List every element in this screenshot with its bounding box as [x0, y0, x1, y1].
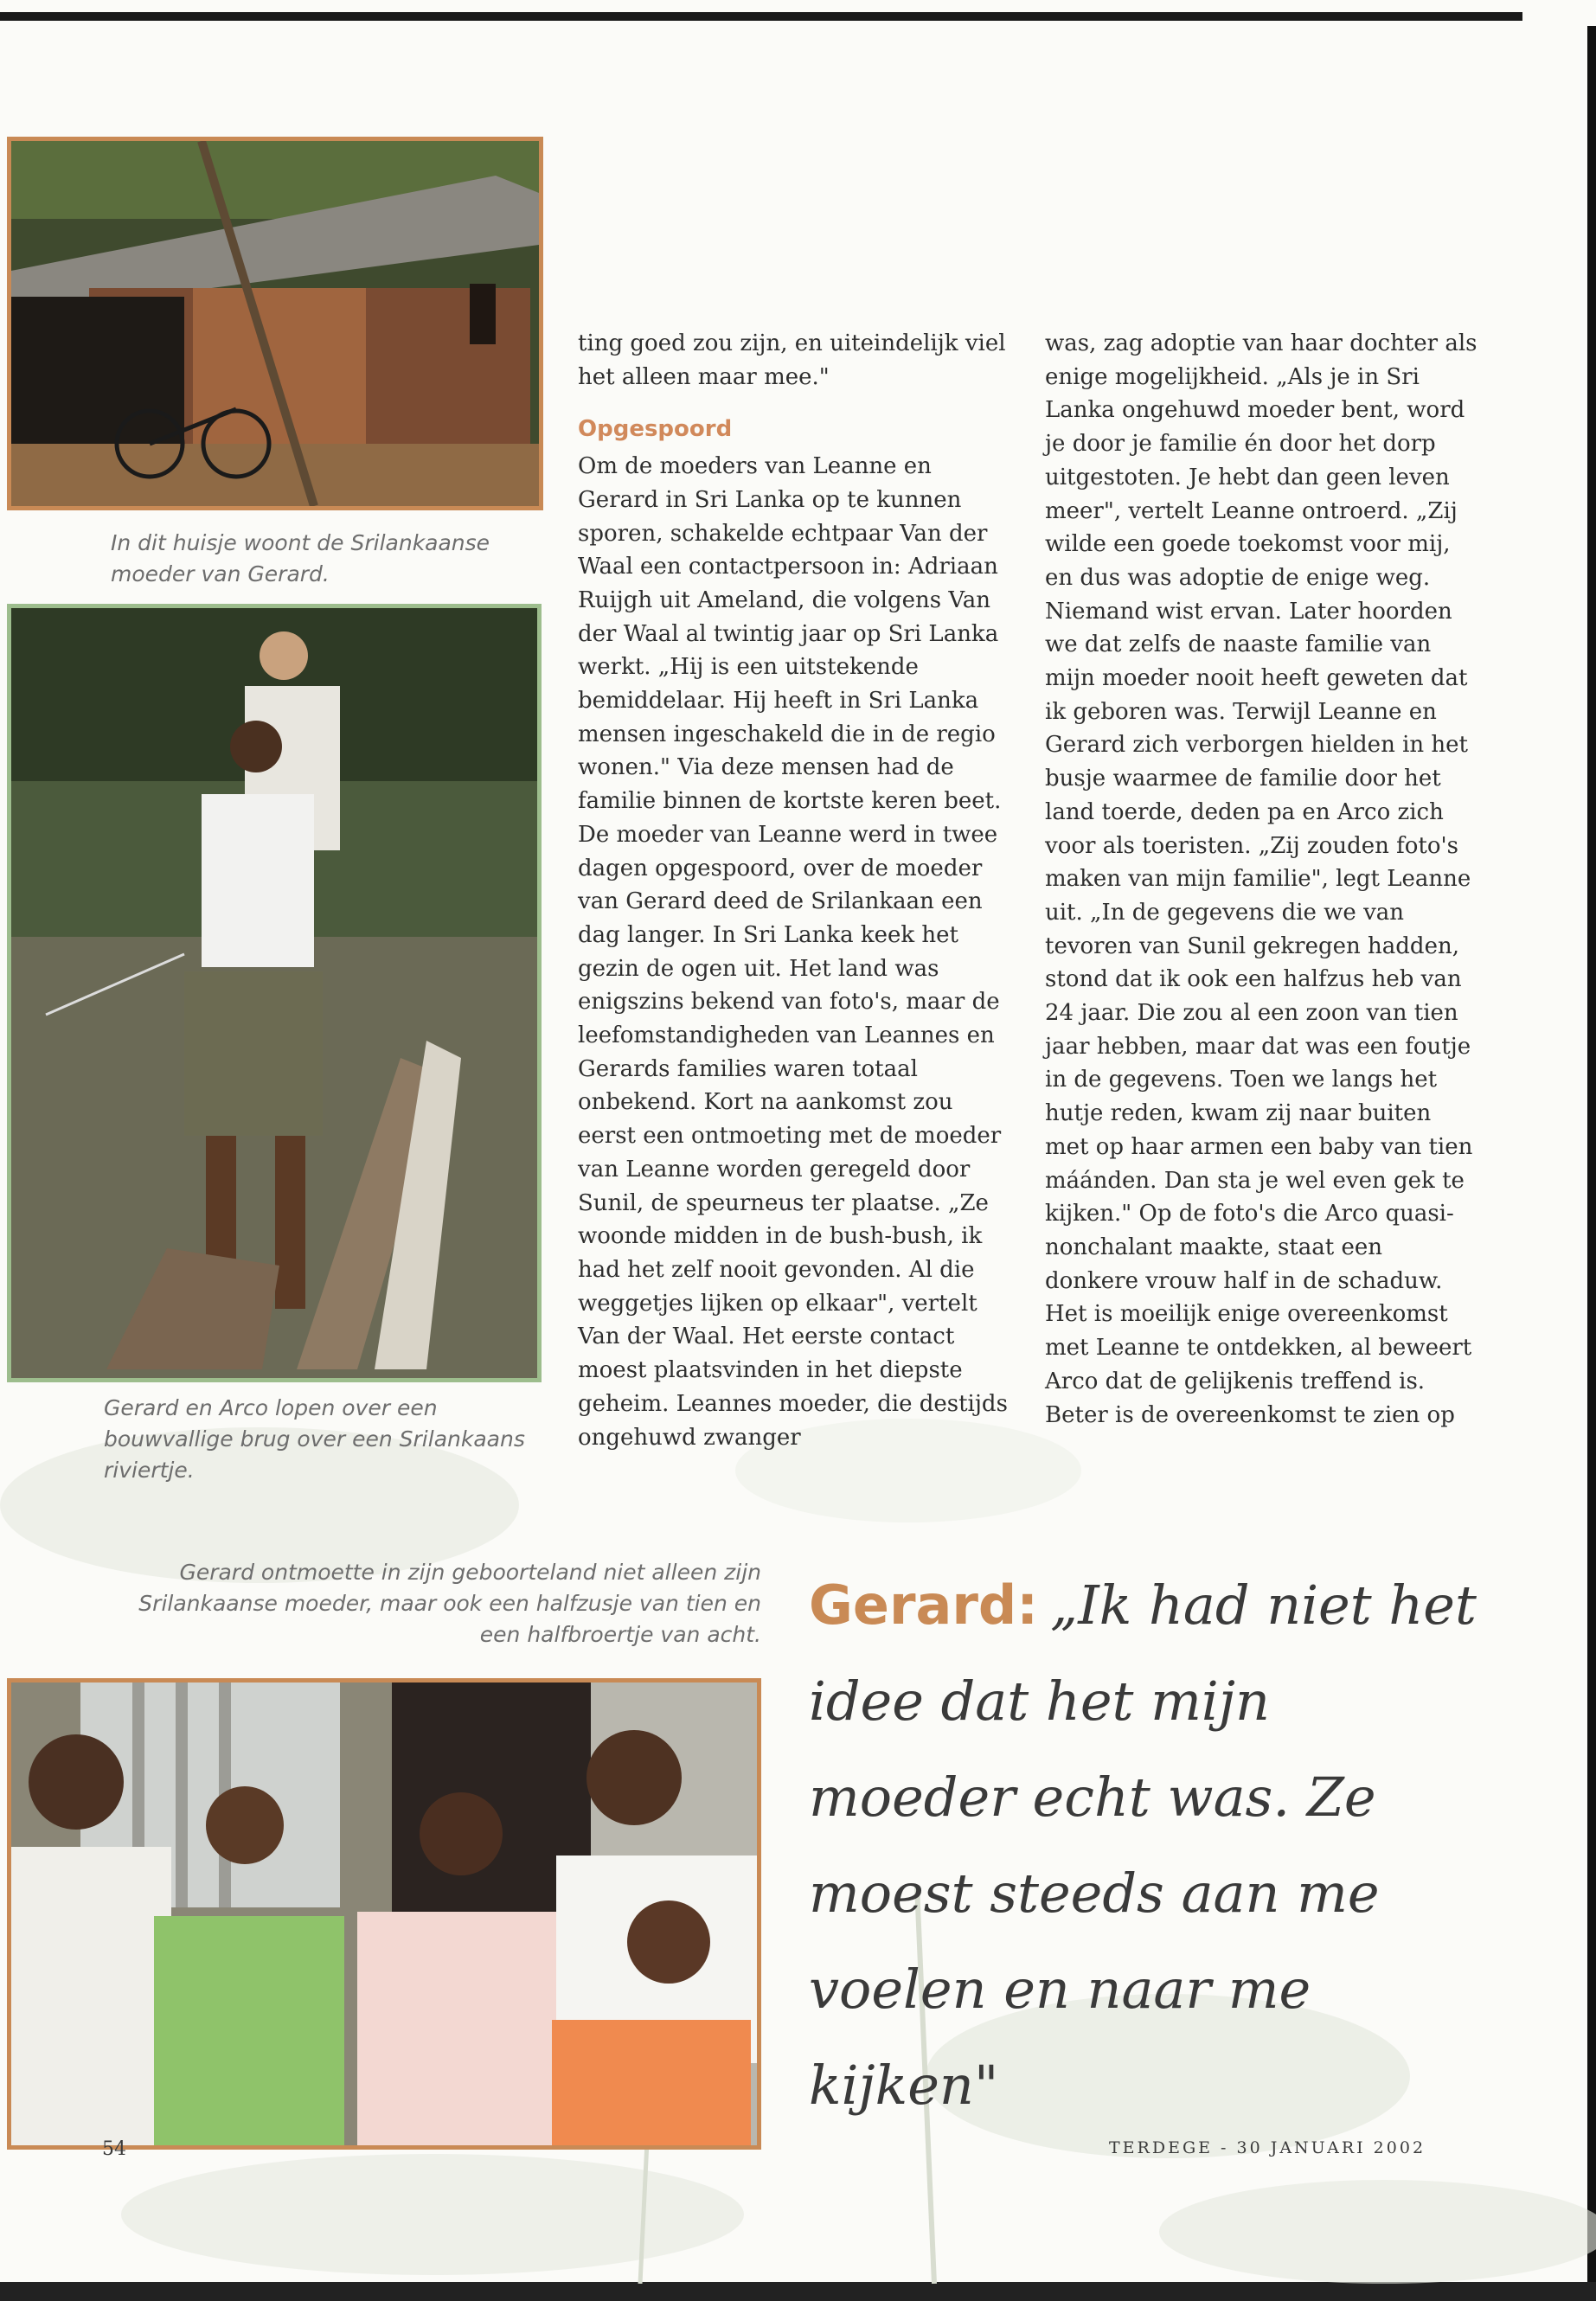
caption-photo-house: In dit huisje woont de Srilankaanse moeder van Gerard. — [111, 530, 490, 586]
section-subheading: Opgespoord — [578, 416, 733, 443]
photo-bridge — [7, 604, 542, 1382]
pull-quote-speaker: Gerard: — [809, 1574, 1039, 1637]
article-column-2 — [1045, 327, 1477, 1432]
article-paragraph-main: Om de moeders van Leanne en Gerard in Sri Lanka op te kunnen sporen, schakelde echtpaar Van der Waal een contactpersoon in: Adriaan Ruijgh uit Ameland, die volgens Van der Waal al twintig jaar op Sri Lanka werkt. „Hij is een uitstekende bemiddelaar. Hij heeft in Sri Lanka mensen ingeschakeld die in de regio wonen." Via deze mensen had de familie binnen de kortste keren beet. De moeder van Leanne werd in twee dagen opgespoord, over de moeder van Gerard deed de Srilankaan een dag langer. In Sri Lanka keek het gezin de ogen uit. Het land was enigszins bekend van foto's, maar de leefomstandigheden van Leannes en Gerards families waren totaal onbekend. Kort na aankomst zou eerst een ontmoeting met de moeder van Leanne worden geregeld door Sunil, de speurneus ter plaatse. „Ze woonde midden in de bush-bush, ik had het zelf nooit gevonden. Al die weggetjes lijken op elkaar", vertelt Van der Waal. Het eerste contact moest plaatsvinden in het diepste geheim. Leannes moeder, die destijds ongehuwd zwanger — [578, 453, 1008, 1451]
top-rule — [0, 12, 1522, 21]
magazine-footer: TERDEGE - 30 JANUARI 2002 — [1109, 2138, 1426, 2157]
bottom-rule — [0, 2282, 1596, 2301]
photo-family — [7, 1678, 761, 2150]
article-column-1 — [578, 327, 1010, 1454]
article-paragraph-intro: ting goed zou zijn, en uiteindelijk viel het alleen maar mee." — [578, 330, 1006, 390]
pull-quote — [809, 1557, 1492, 2133]
page-number: 54 — [102, 2138, 126, 2160]
photo-house — [7, 137, 543, 510]
article-paragraph-continued: was, zag adoptie van haar dochter als enige mogelijkheid. „Als je in Sri Lanka ongehuwd moeder bent, word je door je familie én door het dorp uitgestoten. Je hebt dan geen leven meer", vertelt Leanne ontroerd. „Zij wilde een goede toekomst voor mij, en dus was adoptie de enige weg. Niemand wist ervan. Later hoorden we dat zelfs de naaste familie van mijn moeder nooit heeft geweten dat ik geboren was. Terwijl Leanne en Gerard zich verborgen hielden in het busje waarmee de familie door het land toerde, deden pa en Arco zich voor als toeristen. „Zij zouden foto's maken van mijn familie", legt Leanne uit. „In de gegevens die we van tevoren van Sunil gekregen hadden, stond dat ik ook een halfzus heb van 24 jaar. Die zou al een zoon van tien jaar hebben, maar dat was een foutje in de gegevens. Toen we langs het hutje reden, kwam zij naar buiten met op haar armen een baby van tien máánden. Dan sta je wel even gek te kijken." Op de foto's die Arco quasi-nonchalant maakte, staat een donkere vrouw half in de schaduw. Het is moeilijk enige overeenkomst met Leanne te ontdekken, al beweert Arco dat de gelijkenis treffend is. Beter is de overeenkomst te zien op — [1045, 330, 1477, 1428]
caption-photo-bridge: Gerard en Arco lopen over een bouwvallige brug over een Srilankaans riviertje. — [104, 1395, 525, 1483]
pull-quote-text: „Ik had niet het idee dat het mijn moeder echt was. Ze moest steeds aan me voelen en naar me kijken" — [809, 1574, 1477, 2117]
caption-photo-family: Gerard ontmoette in zijn geboorteland niet alleen zijn Srilankaanse moeder, maar ook een halfzusje van tien en een halfbroertje van acht. — [138, 1560, 761, 1647]
